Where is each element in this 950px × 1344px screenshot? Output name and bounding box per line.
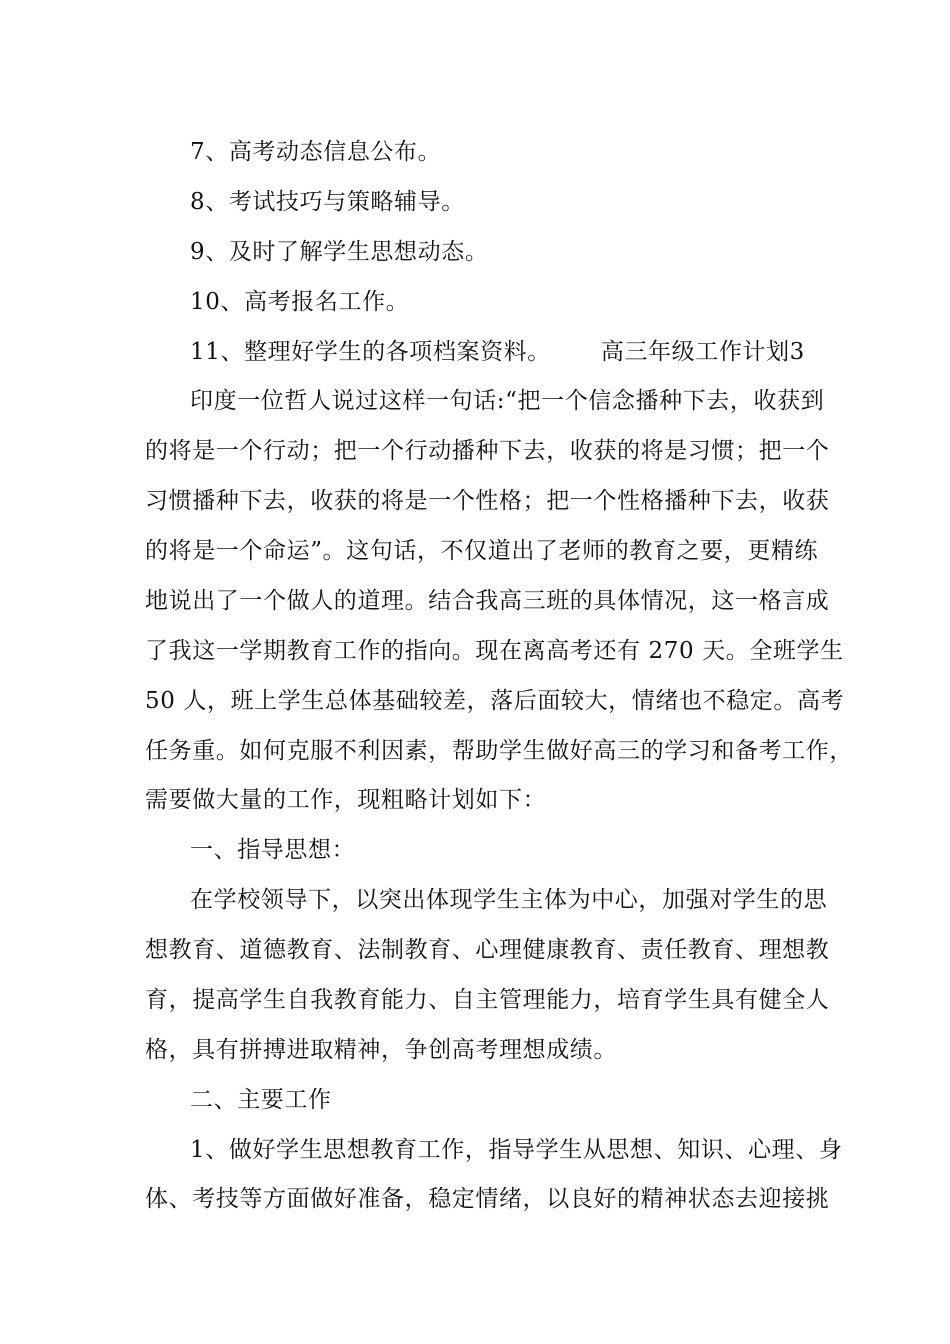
list-item-with-title [190,337,805,367]
paragraph-line: 印度一位哲人说过这样一句话:“把一个信念播种下去，收获到 [190,388,825,414]
paragraph-line: 需要做大量的工作，现粗略计划如下： [145,787,547,813]
paragraph-line: 体、考技等方面做好准备，稳定情绪，以良好的精神状态去迎接挑 [145,1186,830,1212]
paragraph-line: 了我这一学期教育工作的指向。现在离高考还有 270 天。全班学生 [145,638,844,664]
paragraph-line: 地说出了一个做人的道理。结合我高三班的具体情况，这一格言成 [145,588,830,614]
paragraph-line: 想教育、道德教育、法制教育、心理健康教育、责任教育、理想教 [145,937,830,963]
paragraph-line: 的将是一个命运”。这句话，不仅道出了老师的教育之要，更精练 [145,538,819,564]
list-item: 9、及时了解学生思想动态。 [190,239,489,265]
paragraph-line: 育，提高学生自我教育能力、自主管理能力，培育学生具有健全人 [145,987,830,1013]
section-heading: 二、主要工作 [190,1087,332,1113]
list-item: 8、考试技巧与策略辅导。 [190,189,465,215]
paragraph-line: 任务重。如何克服不利因素，帮助学生做好高三的学习和备考工作， [145,738,853,764]
list-item: 7、高考动态信息公布。 [190,139,442,165]
section-heading: 一、指导思想： [190,837,356,863]
paragraph-line: 1、做好学生思想教育工作，指导学生从思想、知识、心理、身 [190,1137,843,1163]
paragraph-line: 50 人，班上学生总体基础较差，落后面较大，情绪也不稳定。高考 [145,688,845,714]
paragraph-line: 的将是一个行动；把一个行动播种下去，收获的将是习惯；把一个 [145,438,830,464]
list-item: 10、高考报名工作。 [190,289,410,315]
paragraph-line: 习惯播种下去，收获的将是一个性格；把一个性格播种下去，收获 [145,488,830,514]
section-title: 高三年级工作计划3 [600,339,805,365]
paragraph-line: 在学校领导下，以突出体现学生主体为中心，加强对学生的思 [190,887,828,913]
list-item: 11、整理好学生的各项档案资料。 [190,339,551,365]
paragraph-line: 格，具有拼搏进取精神，争创高考理想成绩。 [145,1037,617,1063]
